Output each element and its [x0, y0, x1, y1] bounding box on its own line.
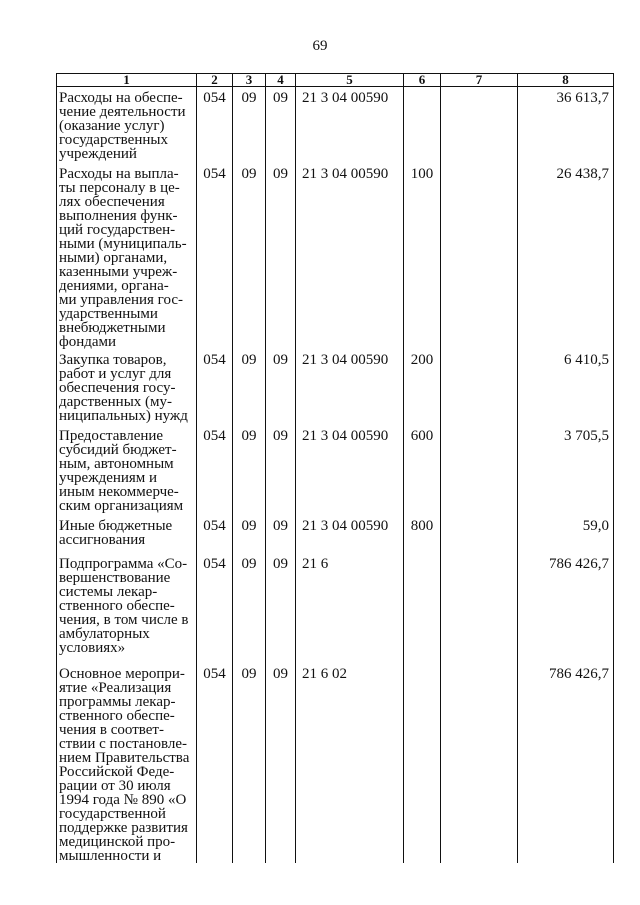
header-col-4: 4	[266, 74, 296, 87]
row-col7	[441, 663, 518, 863]
row-vr	[404, 663, 441, 863]
row-rz: 09	[233, 425, 266, 515]
row-vr: 600	[404, 425, 441, 515]
row-name: Подпрограмма «Со- вершенствование системы лекар- ственного обеспе- чения, в том числе в амбулаторных условиях»	[57, 553, 197, 663]
budget-table	[56, 73, 614, 863]
row-rz: 09	[233, 349, 266, 425]
row-amount: 786 426,7	[518, 663, 614, 863]
row-vr: 800	[404, 515, 441, 553]
row-pr: 09	[266, 663, 296, 863]
row-pr: 09	[266, 553, 296, 663]
table-row	[57, 163, 614, 349]
row-ved: 054	[197, 553, 233, 663]
table-row	[57, 425, 614, 515]
row-name: Закупка товаров, работ и услуг для обеспечения госу- дарственных (му- ниципальных) нужд	[57, 349, 197, 425]
row-col7	[441, 349, 518, 425]
row-pr: 09	[266, 163, 296, 349]
row-csr: 21 3 04 00590	[296, 349, 404, 425]
header-col-1: 1	[57, 74, 197, 87]
row-pr: 09	[266, 515, 296, 553]
header-row	[57, 74, 614, 87]
row-amount: 786 426,7	[518, 553, 614, 663]
row-csr: 21 3 04 00590	[296, 515, 404, 553]
row-pr: 09	[266, 425, 296, 515]
header-col-3: 3	[233, 74, 266, 87]
row-ved: 054	[197, 515, 233, 553]
row-vr	[404, 87, 441, 163]
table-row	[57, 553, 614, 663]
row-csr: 21 3 04 00590	[296, 87, 404, 163]
table-row	[57, 663, 614, 863]
row-rz: 09	[233, 663, 266, 863]
row-csr: 21 3 04 00590	[296, 425, 404, 515]
row-vr: 200	[404, 349, 441, 425]
row-vr: 100	[404, 163, 441, 349]
row-ved: 054	[197, 663, 233, 863]
row-ved: 054	[197, 163, 233, 349]
row-ved: 054	[197, 349, 233, 425]
row-amount: 36 613,7	[518, 87, 614, 163]
row-rz: 09	[233, 515, 266, 553]
page-number: 69	[312, 38, 328, 54]
row-name: Предоставление субсидий бюджет- ным, автономным учреждениям и иным некоммерче- ским организациям	[57, 425, 197, 515]
row-name: Иные бюджетные ассигнования	[57, 515, 197, 553]
row-name: Основное меропри- ятие «Реализация программы лекар- ственного обеспе- чения в соответ- ствии с постановле- нием Правительства Российской Феде- рации от 30 июля 1994 года № 890 «О государственной поддержке развития медицинской про- мышленности и	[57, 663, 197, 863]
row-col7	[441, 87, 518, 163]
row-name: Расходы на выпла- ты персоналу в це- лях обеспечения выполнения функ- ций государствен- ными (муниципаль- ными) органами, казенными учреж- дениями, органа- ми управления гос- ударственными внебюджетными фондами	[57, 163, 197, 349]
row-pr: 09	[266, 349, 296, 425]
table-row	[57, 349, 614, 425]
row-amount: 6 410,5	[518, 349, 614, 425]
table-row	[57, 515, 614, 553]
row-csr: 21 6	[296, 553, 404, 663]
row-ved: 054	[197, 425, 233, 515]
row-amount: 26 438,7	[518, 163, 614, 349]
row-amount: 3 705,5	[518, 425, 614, 515]
header-col-8: 8	[518, 74, 614, 87]
header-col-6: 6	[404, 74, 441, 87]
row-col7	[441, 553, 518, 663]
row-rz: 09	[233, 553, 266, 663]
row-csr: 21 6 02	[296, 663, 404, 863]
header-col-2: 2	[197, 74, 233, 87]
header-col-5: 5	[296, 74, 404, 87]
row-csr: 21 3 04 00590	[296, 163, 404, 349]
row-amount: 59,0	[518, 515, 614, 553]
row-pr: 09	[266, 87, 296, 163]
header-col-7: 7	[441, 74, 518, 87]
row-rz: 09	[233, 87, 266, 163]
row-col7	[441, 425, 518, 515]
row-vr	[404, 553, 441, 663]
row-col7	[441, 515, 518, 553]
row-ved: 054	[197, 87, 233, 163]
row-col7	[441, 163, 518, 349]
table-row	[57, 87, 614, 163]
row-rz: 09	[233, 163, 266, 349]
row-name: Расходы на обеспе- чение деятельности (оказание услуг) государственных учреждений	[57, 87, 197, 163]
